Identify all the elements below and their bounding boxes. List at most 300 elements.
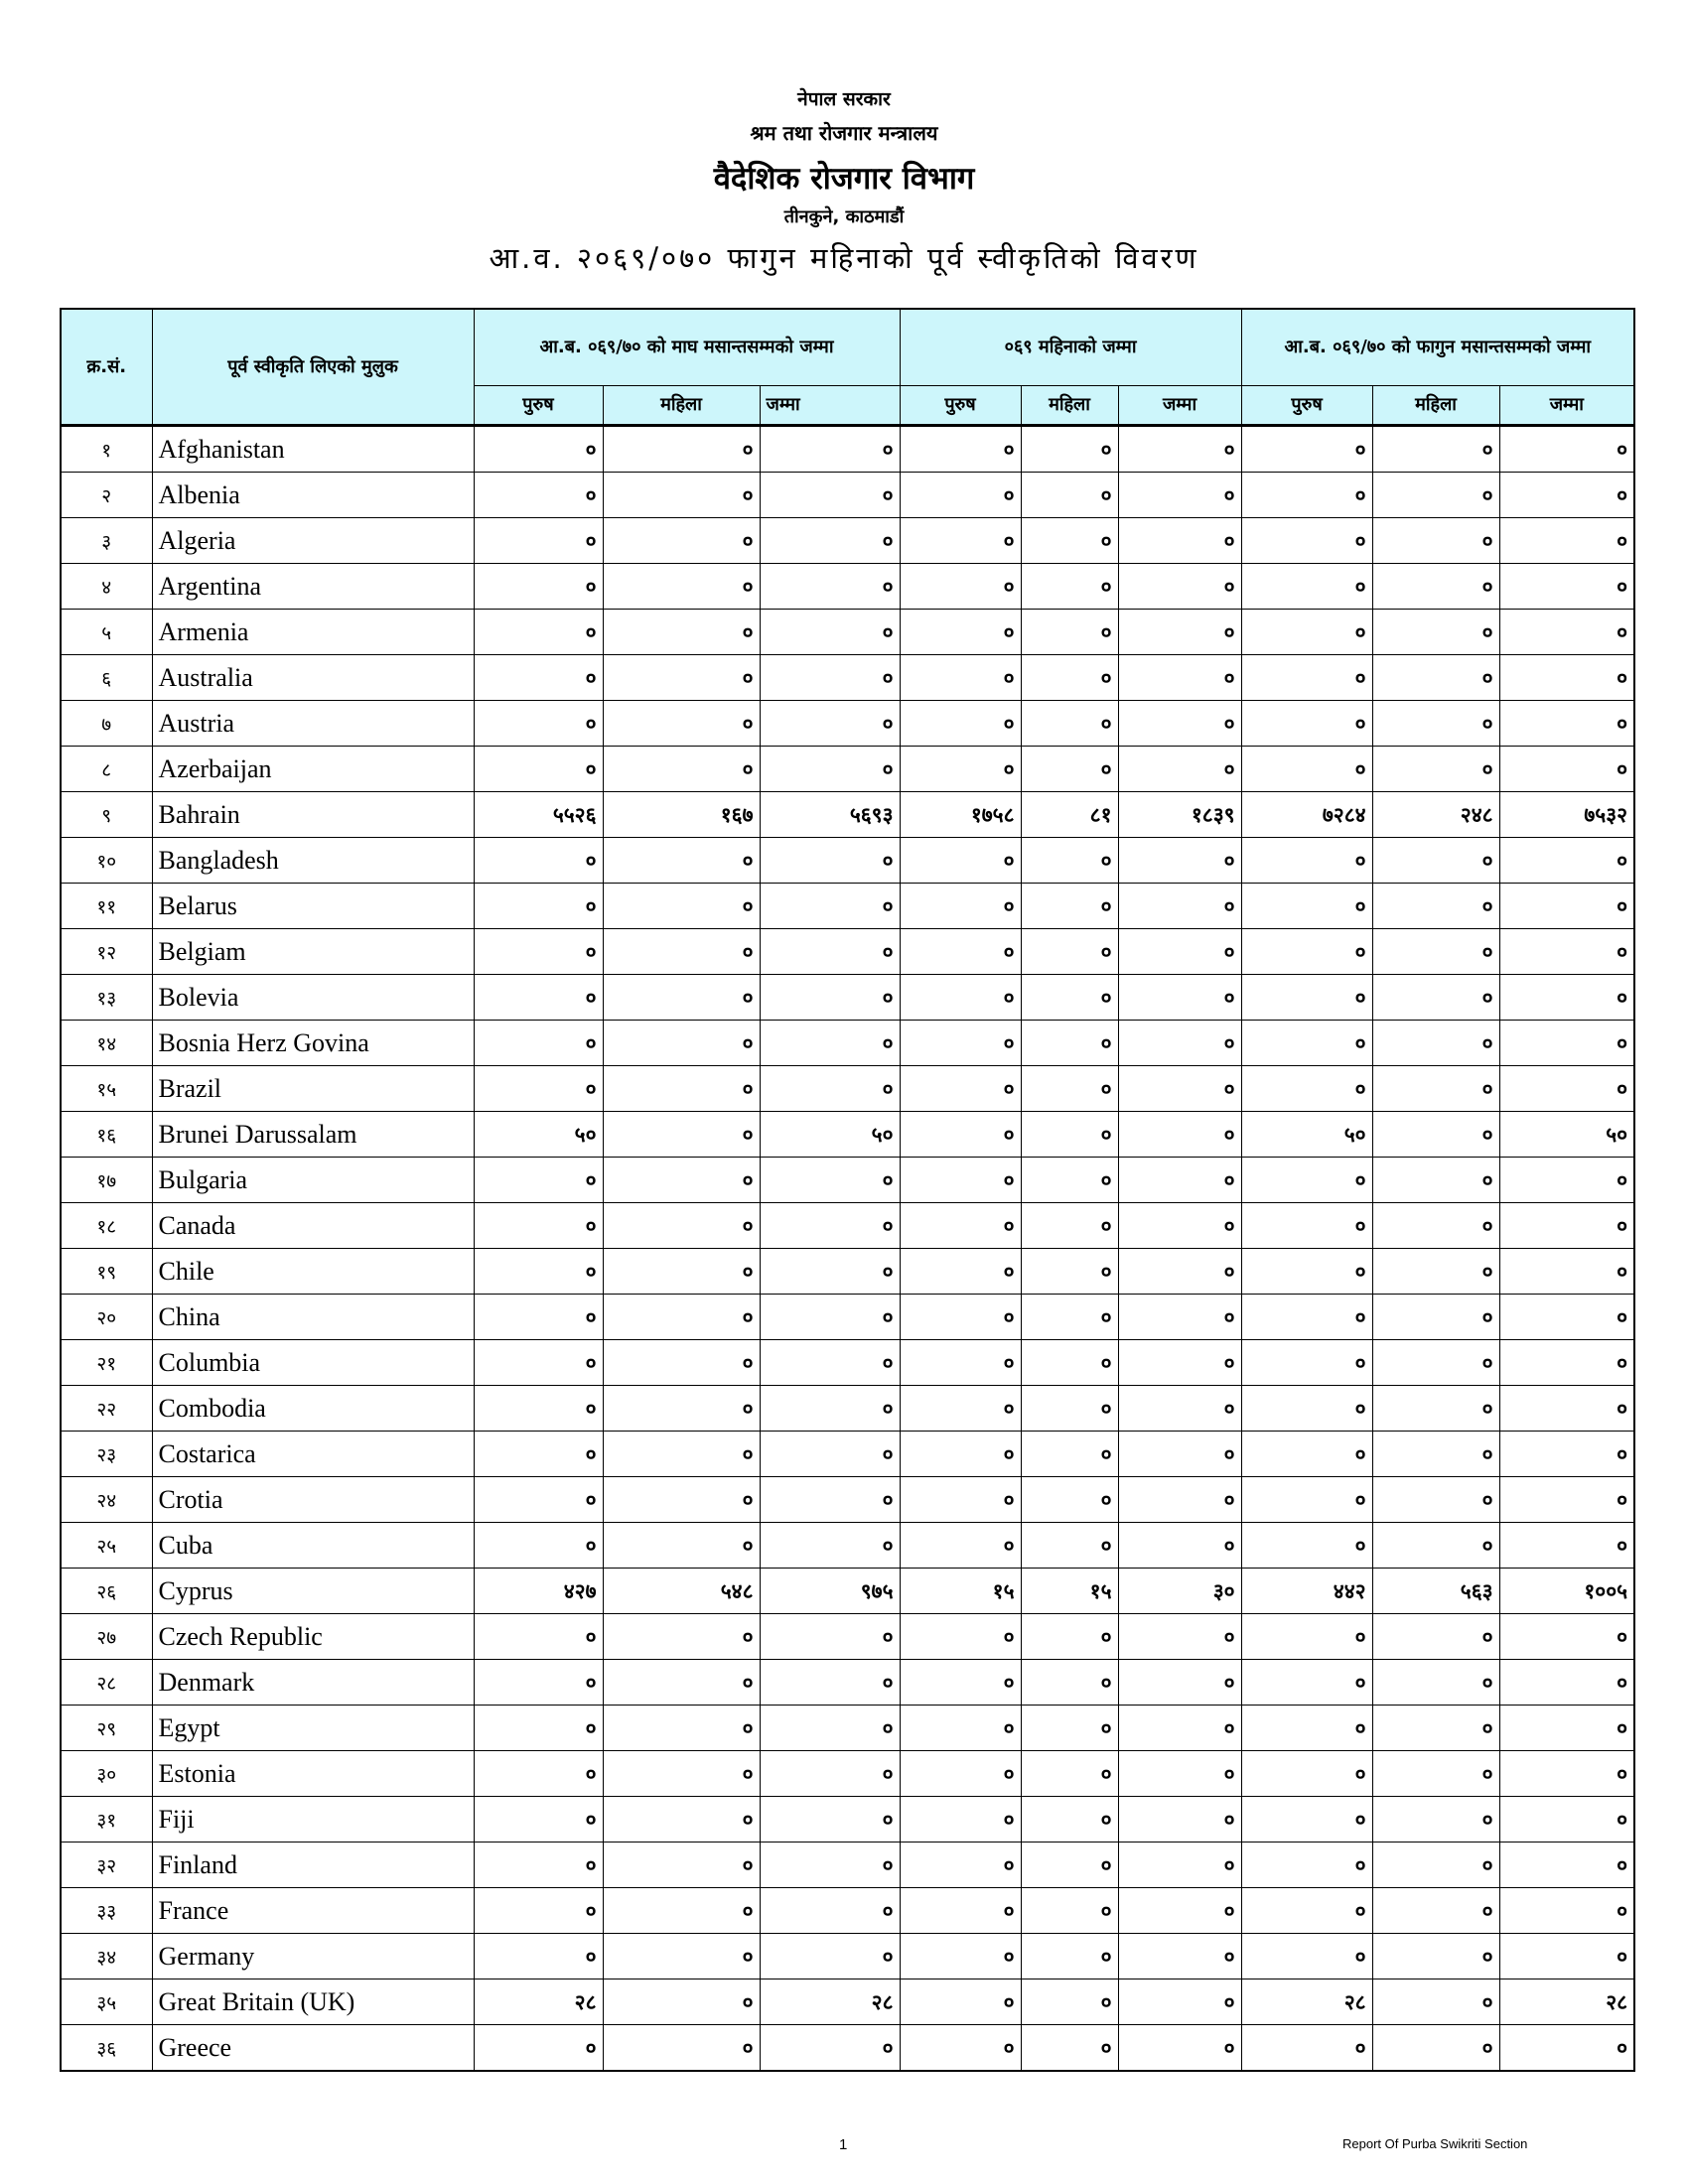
row-value: ०	[900, 1203, 1021, 1249]
row-value: ५०	[474, 1112, 603, 1158]
table-row	[61, 838, 1634, 884]
row-value: ०	[1499, 747, 1634, 792]
row-value: ०	[1241, 610, 1372, 655]
row-value: ०	[1118, 610, 1241, 655]
row-value: ०	[1372, 655, 1499, 701]
row-value: ०	[603, 1706, 760, 1751]
row-value: ०	[760, 1386, 900, 1432]
row-serial-number: ३	[61, 518, 152, 564]
row-value: ०	[1372, 1888, 1499, 1934]
row-value: ०	[1499, 1797, 1634, 1843]
row-value: ०	[1372, 1203, 1499, 1249]
row-value: ०	[603, 426, 760, 473]
row-country: Belgiam	[152, 929, 474, 975]
row-value: ०	[1372, 610, 1499, 655]
row-value: ०	[474, 610, 603, 655]
row-value: ०	[1372, 838, 1499, 884]
row-value: ०	[474, 1203, 603, 1249]
row-value: ०	[1499, 473, 1634, 518]
row-value: ०	[603, 1249, 760, 1295]
row-country: Estonia	[152, 1751, 474, 1797]
row-value: ०	[1499, 1843, 1634, 1888]
row-value: ०	[1499, 655, 1634, 701]
row-country: Bolevia	[152, 975, 474, 1021]
row-value: ०	[1372, 1843, 1499, 1888]
row-value: ०	[760, 1295, 900, 1340]
ministry-government: नेपाल सरकार	[797, 88, 891, 110]
row-serial-number: १५	[61, 1066, 152, 1112]
row-value: ५५२६	[474, 792, 603, 838]
row-country: Brazil	[152, 1066, 474, 1112]
row-value: ०	[760, 426, 900, 473]
row-value: ०	[900, 1477, 1021, 1523]
row-value: ५०	[1499, 1112, 1634, 1158]
table-row	[61, 1477, 1634, 1523]
row-value: ०	[474, 518, 603, 564]
row-value: ०	[1118, 655, 1241, 701]
row-value: ०	[1241, 1295, 1372, 1340]
row-value: ०	[1241, 747, 1372, 792]
row-value: ०	[1241, 701, 1372, 747]
row-country: Germany	[152, 1934, 474, 1979]
row-value: ३०	[1118, 1569, 1241, 1614]
row-value: ०	[760, 929, 900, 975]
table-row	[61, 1112, 1634, 1158]
row-value: ०	[900, 1797, 1021, 1843]
row-value: ०	[1372, 1340, 1499, 1386]
table-row	[61, 1386, 1634, 1432]
row-serial-number: ९	[61, 792, 152, 838]
row-value: ०	[1241, 929, 1372, 975]
row-value: ०	[603, 975, 760, 1021]
row-country: Cyprus	[152, 1569, 474, 1614]
row-value: ०	[760, 1340, 900, 1386]
row-country: Finland	[152, 1843, 474, 1888]
row-value: ०	[474, 1934, 603, 1979]
row-value: ०	[1118, 1021, 1241, 1066]
row-value: ०	[1021, 1979, 1118, 2025]
row-value: ०	[1118, 1295, 1241, 1340]
row-value: ०	[1118, 1751, 1241, 1797]
row-value: ०	[1021, 747, 1118, 792]
row-value: ०	[603, 655, 760, 701]
row-value: ०	[760, 1203, 900, 1249]
row-value: ०	[760, 1249, 900, 1295]
row-value: ०	[900, 564, 1021, 610]
row-value: ०	[603, 564, 760, 610]
table-row	[61, 929, 1634, 975]
row-value: ०	[603, 1203, 760, 1249]
row-value: ०	[1499, 518, 1634, 564]
department-name: वैदेशिक रोजगार विभाग	[713, 161, 975, 197]
col-female: महिला	[1372, 386, 1499, 426]
row-value: ०	[1241, 1477, 1372, 1523]
col-serial-number: क्र.सं.	[61, 309, 152, 426]
row-country: Bosnia Herz Govina	[152, 1021, 474, 1066]
row-value: ०	[760, 1888, 900, 1934]
table-row	[61, 975, 1634, 1021]
col-female: महिला	[1021, 386, 1118, 426]
row-value: ०	[900, 655, 1021, 701]
row-value: ०	[900, 884, 1021, 929]
row-value: १८३९	[1118, 792, 1241, 838]
row-value: ०	[1021, 1432, 1118, 1477]
row-value: २८	[474, 1979, 603, 2025]
table-row	[61, 1843, 1634, 1888]
row-value: ०	[1372, 1432, 1499, 1477]
row-value: ०	[1118, 1888, 1241, 1934]
row-value: ०	[760, 838, 900, 884]
table-row	[61, 1797, 1634, 1843]
row-country: Australia	[152, 655, 474, 701]
row-value: ०	[760, 701, 900, 747]
row-value: ०	[1021, 838, 1118, 884]
row-value: ०	[1372, 929, 1499, 975]
row-value: ०	[603, 884, 760, 929]
row-value: ०	[1499, 975, 1634, 1021]
row-serial-number: २	[61, 473, 152, 518]
row-value: ०	[760, 518, 900, 564]
row-value: ०	[1021, 1706, 1118, 1751]
row-value: ०	[1241, 1066, 1372, 1112]
row-value: ०	[900, 1888, 1021, 1934]
row-value: ०	[760, 1432, 900, 1477]
table-row	[61, 1888, 1634, 1934]
row-value: ४२७	[474, 1569, 603, 1614]
row-value: ०	[1021, 2025, 1118, 2072]
row-value: ०	[900, 1751, 1021, 1797]
row-value: ०	[900, 1843, 1021, 1888]
row-value: ०	[603, 1797, 760, 1843]
row-serial-number: ३३	[61, 1888, 152, 1934]
row-value: ०	[900, 838, 1021, 884]
row-value: ०	[474, 1158, 603, 1203]
row-value: ०	[603, 1523, 760, 1569]
row-value: ०	[1372, 1660, 1499, 1706]
row-value: ०	[760, 564, 900, 610]
row-value: ०	[474, 1386, 603, 1432]
row-value: १७५८	[900, 792, 1021, 838]
row-value: ०	[900, 1386, 1021, 1432]
row-country: Greece	[152, 2025, 474, 2072]
row-serial-number: ६	[61, 655, 152, 701]
row-country: Argentina	[152, 564, 474, 610]
row-value: ०	[1118, 701, 1241, 747]
row-country: Combodia	[152, 1386, 474, 1432]
row-value: ०	[900, 1340, 1021, 1386]
row-value: ०	[1372, 1706, 1499, 1751]
row-value: ०	[1118, 2025, 1241, 2072]
row-serial-number: ३६	[61, 2025, 152, 2072]
table-row	[61, 1523, 1634, 1569]
table-row	[61, 1066, 1634, 1112]
table-row	[61, 1340, 1634, 1386]
row-value: ०	[1372, 1066, 1499, 1112]
row-value: ०	[1118, 1660, 1241, 1706]
row-serial-number: ७	[61, 701, 152, 747]
row-value: ०	[603, 518, 760, 564]
table-row	[61, 1751, 1634, 1797]
row-value: ०	[900, 1660, 1021, 1706]
row-country: Columbia	[152, 1340, 474, 1386]
row-value: ०	[1021, 655, 1118, 701]
table-row	[61, 1021, 1634, 1066]
row-value: ०	[1118, 975, 1241, 1021]
row-value: ४४२	[1241, 1569, 1372, 1614]
row-value: ०	[1241, 426, 1372, 473]
table-row	[61, 1569, 1634, 1614]
row-value: ०	[603, 1660, 760, 1706]
row-value: ०	[1021, 1751, 1118, 1797]
row-country: Bangladesh	[152, 838, 474, 884]
row-value: ०	[1372, 1934, 1499, 1979]
row-value: ०	[1499, 1340, 1634, 1386]
row-value: ०	[1499, 1249, 1634, 1295]
row-value: ०	[1241, 1934, 1372, 1979]
row-value: २८	[1499, 1979, 1634, 2025]
row-value: ०	[1499, 1888, 1634, 1934]
row-value: ०	[1118, 1523, 1241, 1569]
row-value: ०	[900, 473, 1021, 518]
row-value: ०	[1499, 1477, 1634, 1523]
row-value: ०	[1372, 1112, 1499, 1158]
row-value: ०	[1499, 1158, 1634, 1203]
row-value: ५०	[1241, 1112, 1372, 1158]
row-value: ०	[1241, 473, 1372, 518]
row-value: ०	[1021, 1477, 1118, 1523]
row-value: ०	[1021, 1066, 1118, 1112]
group-cumulative-total: आ.ब. ०६९/७० को फागुन मसान्तसम्मको जम्मा	[1241, 309, 1634, 386]
row-value: ०	[474, 1432, 603, 1477]
table-row	[61, 655, 1634, 701]
row-value: ०	[760, 1797, 900, 1843]
row-country: Brunei Darussalam	[152, 1112, 474, 1158]
row-value: ०	[603, 1751, 760, 1797]
row-value: ०	[1241, 1843, 1372, 1888]
row-value: ०	[760, 1021, 900, 1066]
row-value: ०	[1499, 1432, 1634, 1477]
row-country: Belarus	[152, 884, 474, 929]
row-value: ०	[474, 1021, 603, 1066]
row-value: ०	[1241, 1340, 1372, 1386]
row-value: ०	[474, 426, 603, 473]
row-value: ०	[603, 610, 760, 655]
row-value: ०	[1021, 929, 1118, 975]
row-value: ०	[1021, 1158, 1118, 1203]
row-value: ०	[603, 1614, 760, 1660]
row-value: ०	[760, 975, 900, 1021]
row-value: २४८	[1372, 792, 1499, 838]
row-value: ०	[900, 1934, 1021, 1979]
row-value: ०	[1372, 1295, 1499, 1340]
row-value: ०	[1021, 1203, 1118, 1249]
row-value: ०	[1372, 1158, 1499, 1203]
table-row	[61, 426, 1634, 473]
row-value: ७५३२	[1499, 792, 1634, 838]
row-value: ०	[900, 610, 1021, 655]
row-value: ०	[1241, 975, 1372, 1021]
row-serial-number: ३४	[61, 1934, 152, 1979]
row-value: ७२८४	[1241, 792, 1372, 838]
row-value: ०	[1499, 884, 1634, 929]
col-male: पुरुष	[1241, 386, 1372, 426]
ministry-name: श्रम तथा रोजगार मन्त्रालय	[750, 121, 938, 145]
row-value: ०	[1118, 1477, 1241, 1523]
row-value: ०	[1372, 1751, 1499, 1797]
row-value: ०	[603, 1295, 760, 1340]
row-value: २८	[760, 1979, 900, 2025]
row-value: ५६९३	[760, 792, 900, 838]
row-value: ०	[1021, 1249, 1118, 1295]
row-value: ०	[1118, 1203, 1241, 1249]
row-value: ०	[900, 747, 1021, 792]
row-serial-number: १२	[61, 929, 152, 975]
row-value: ०	[1372, 1021, 1499, 1066]
row-value: ०	[1021, 1797, 1118, 1843]
row-value: ०	[1241, 1660, 1372, 1706]
row-serial-number: २७	[61, 1614, 152, 1660]
row-value: ०	[900, 929, 1021, 975]
table-row	[61, 473, 1634, 518]
table-row	[61, 1706, 1634, 1751]
row-value: ०	[760, 1934, 900, 1979]
row-value: ०	[760, 473, 900, 518]
row-value: ०	[1021, 701, 1118, 747]
row-value: ०	[1241, 564, 1372, 610]
table-row	[61, 884, 1634, 929]
row-serial-number: २८	[61, 1660, 152, 1706]
row-value: ०	[474, 1797, 603, 1843]
row-country: Azerbaijan	[152, 747, 474, 792]
col-total: जम्मा	[760, 386, 900, 426]
row-value: ०	[1118, 1386, 1241, 1432]
row-value: ०	[1021, 1340, 1118, 1386]
row-value: ०	[1499, 1614, 1634, 1660]
row-value: ०	[1372, 884, 1499, 929]
row-value: ०	[1021, 564, 1118, 610]
row-value: ०	[760, 1066, 900, 1112]
row-value: ०	[900, 426, 1021, 473]
row-value: ०	[1499, 1295, 1634, 1340]
table-row	[61, 518, 1634, 564]
row-value: ०	[900, 518, 1021, 564]
row-value: ०	[603, 1888, 760, 1934]
row-value: ०	[760, 655, 900, 701]
row-value: ०	[1118, 1249, 1241, 1295]
row-value: ०	[900, 975, 1021, 1021]
row-country: Cuba	[152, 1523, 474, 1569]
row-value: ०	[1118, 564, 1241, 610]
row-value: ०	[474, 1295, 603, 1340]
row-serial-number: २५	[61, 1523, 152, 1569]
row-value: ०	[760, 610, 900, 655]
row-value: ०	[474, 1660, 603, 1706]
row-country: Bulgaria	[152, 1158, 474, 1203]
row-serial-number: २९	[61, 1706, 152, 1751]
table-row	[61, 1614, 1634, 1660]
row-serial-number: २०	[61, 1295, 152, 1340]
row-value: ०	[900, 1614, 1021, 1660]
row-value: ०	[1241, 1797, 1372, 1843]
row-value: ०	[474, 2025, 603, 2072]
col-country: पूर्व स्वीकृति लिएको मुलुक	[152, 309, 474, 426]
table-row	[61, 1979, 1634, 2025]
table-row	[61, 1934, 1634, 1979]
row-value: ०	[1241, 1706, 1372, 1751]
row-value: ०	[900, 1249, 1021, 1295]
row-value: ०	[603, 838, 760, 884]
row-value: ०	[900, 1021, 1021, 1066]
row-value: ०	[1241, 1203, 1372, 1249]
table-row	[61, 1295, 1634, 1340]
row-value: ०	[474, 1706, 603, 1751]
department-address: तीनकुने, काठमाडौं	[783, 206, 905, 227]
row-value: ०	[760, 884, 900, 929]
row-country: Austria	[152, 701, 474, 747]
row-serial-number: १	[61, 426, 152, 473]
row-value: ०	[603, 1979, 760, 2025]
row-country: France	[152, 1888, 474, 1934]
row-value: ५०	[760, 1112, 900, 1158]
row-value: ०	[603, 2025, 760, 2072]
row-value: ०	[1241, 655, 1372, 701]
row-value: ०	[603, 1158, 760, 1203]
row-value: ०	[474, 838, 603, 884]
row-serial-number: ११	[61, 884, 152, 929]
row-value: ०	[900, 1523, 1021, 1569]
row-value: २८	[1241, 1979, 1372, 2025]
row-value: ०	[1241, 1432, 1372, 1477]
table-row	[61, 564, 1634, 610]
row-serial-number: २६	[61, 1569, 152, 1614]
row-value: ०	[603, 929, 760, 975]
row-value: ०	[1241, 1614, 1372, 1660]
table-row	[61, 1432, 1634, 1477]
row-value: ०	[1372, 701, 1499, 747]
row-value: ०	[900, 1158, 1021, 1203]
row-value: ०	[1118, 838, 1241, 884]
report-title: आ.व. २०६९/०७० फागुन महिनाको पूर्व स्वीकृतिको विवरण	[489, 241, 1199, 275]
row-value: ०	[474, 929, 603, 975]
row-value: ०	[603, 1021, 760, 1066]
row-serial-number: १३	[61, 975, 152, 1021]
row-value: ०	[1021, 1934, 1118, 1979]
row-value: ०	[474, 1888, 603, 1934]
row-value: ०	[900, 1432, 1021, 1477]
row-country: Great Britain (UK)	[152, 1979, 474, 2025]
row-value: ०	[1241, 2025, 1372, 2072]
row-value: ०	[1241, 1751, 1372, 1797]
row-serial-number: ३०	[61, 1751, 152, 1797]
row-value: ०	[474, 1340, 603, 1386]
row-value: ०	[474, 655, 603, 701]
row-value: १६७	[603, 792, 760, 838]
table-row	[61, 2025, 1634, 2072]
page-number: 1	[839, 2136, 848, 2153]
row-value: ०	[474, 884, 603, 929]
row-value: ०	[1241, 1888, 1372, 1934]
row-value: १००५	[1499, 1569, 1634, 1614]
row-serial-number: १४	[61, 1021, 152, 1066]
row-value: ०	[1372, 473, 1499, 518]
row-value: ०	[603, 1477, 760, 1523]
row-value: ०	[1241, 1249, 1372, 1295]
table-row	[61, 1203, 1634, 1249]
row-value: ०	[1372, 1523, 1499, 1569]
table-row	[61, 792, 1634, 838]
row-value: ८१	[1021, 792, 1118, 838]
row-value: १५	[900, 1569, 1021, 1614]
